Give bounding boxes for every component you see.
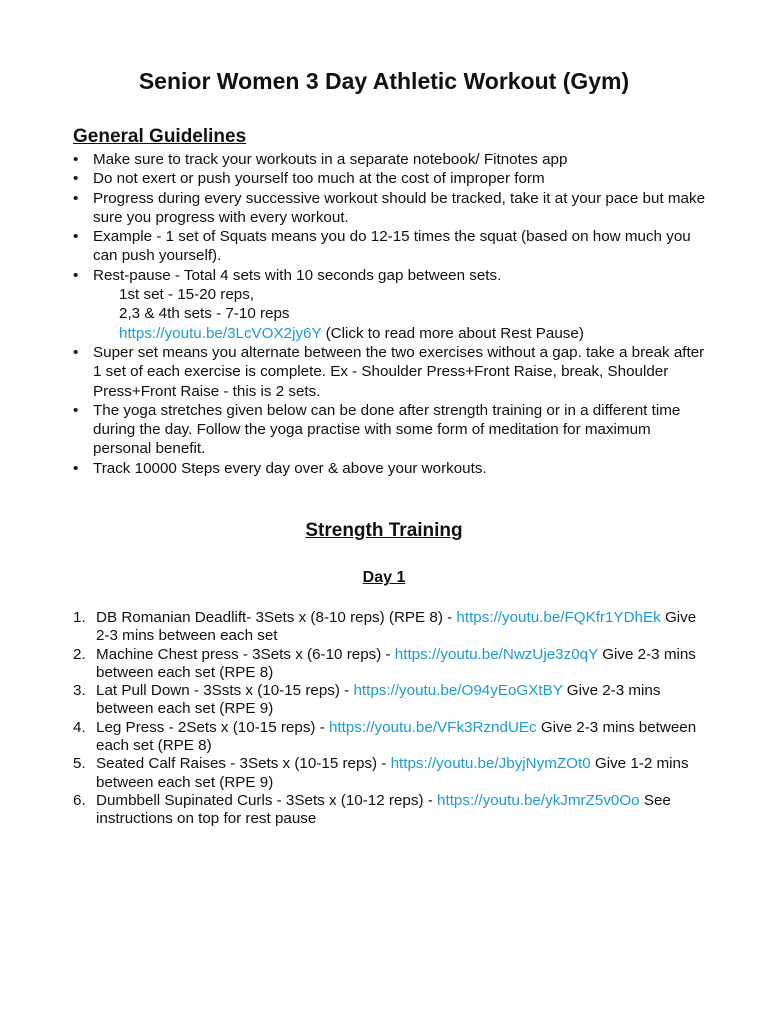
list-item	[73, 459, 713, 478]
exercise-item	[73, 646, 713, 683]
guideline-text: The yoga stretches given below can be done after strength training or in a different time during the day. Follow the yoga practise with some form of meditation for maximum personal benefit.	[93, 401, 681, 458]
exercise-description: Lat Pull Down - 3Ssts x (10-15 reps) -	[96, 682, 354, 700]
guidelines-list	[73, 150, 713, 478]
exercise-number: 4.	[73, 718, 86, 736]
exercise-rest-note: Give 2-3 mins between each set (RPE 8)	[96, 645, 696, 681]
guideline-text: Track 10000 Steps every day over & above your workouts.	[93, 459, 487, 477]
rest-pause-first-set: 1st set - 15-20 reps,	[119, 286, 255, 304]
exercise-description: Leg Press - 2Sets x (10-15 reps) -	[96, 718, 329, 736]
list-item	[73, 343, 713, 401]
exercise-video-link[interactable]: https://youtu.be/VFk3RzndUEc	[328, 718, 537, 736]
exercise-number: 1.	[73, 609, 86, 626]
list-item	[73, 189, 713, 228]
rest-pause-link-note: (Click to read more about Rest Pause)	[321, 324, 584, 342]
strength-training-heading: Strength Training	[305, 520, 463, 541]
exercise-video-link[interactable]: https://youtu.be/JbyjNymZOt0	[390, 755, 591, 773]
exercise-description: Dumbbell Supinated Curls - 3Sets x (10-12 reps) -	[96, 791, 438, 809]
exercise-item	[73, 609, 713, 646]
page-title: Senior Women 3 Day Athletic Workout (Gym)	[138, 68, 630, 94]
exercise-rest-note: Give 1-2 mins between each set (RPE 9)	[96, 755, 689, 791]
exercise-description: Machine Chest press - 3Sets x (6-10 reps) -	[96, 645, 395, 663]
exercise-video-link[interactable]: https://youtu.be/O94yEoGXtBY	[353, 682, 563, 700]
guideline-text: Progress during every successive workout should be tracked, take it at your pace but make sure you progress with every workout.	[93, 189, 706, 226]
exercise-number: 3.	[73, 682, 86, 700]
guideline-text: Rest-pause - Total 4 sets with 10 seconds gap between sets.	[93, 266, 502, 284]
exercise-rest-note: Give 2-3 mins between each set (RPE 9)	[96, 682, 661, 718]
exercise-number: 6.	[73, 791, 86, 809]
list-item	[73, 169, 713, 188]
exercise-rest-note: See instructions on top for rest pause	[96, 791, 671, 828]
exercise-video-link[interactable]: https://youtu.be/ykJmrZ5v0Oo	[437, 791, 640, 809]
rest-pause-link-line	[93, 324, 713, 343]
exercise-item	[73, 719, 713, 756]
exercise-list	[73, 609, 713, 829]
list-item	[73, 401, 713, 459]
guideline-text: Example - 1 set of Squats means you do 12-15 times the squat (based on how much you can push yourself).	[93, 228, 691, 265]
rest-pause-link[interactable]: https://youtu.be/3LcVOX2jy6Y	[119, 324, 322, 342]
rest-pause-other-sets: 2,3 & 4th sets - 7-10 reps	[119, 305, 290, 323]
exercise-rest-note: Give 2-3 mins between each set	[96, 609, 697, 645]
guidelines-heading: General Guidelines	[73, 126, 247, 147]
exercise-video-link[interactable]: https://youtu.be/NwzUje3z0qY	[394, 645, 598, 663]
exercise-item	[73, 682, 713, 719]
exercise-item	[73, 792, 713, 829]
exercise-item	[73, 755, 713, 792]
list-item	[73, 266, 713, 343]
exercise-video-link[interactable]: https://youtu.be/FQKfr1YDhEk	[456, 609, 661, 626]
list-item	[73, 227, 713, 266]
exercise-number: 2.	[73, 645, 86, 663]
exercise-rest-note: Give 2-3 mins between each set (RPE 8)	[96, 718, 697, 755]
guideline-text: Make sure to track your workouts in a separate notebook/ Fitnotes app	[93, 151, 568, 168]
guideline-text: Do not exert or push yourself too much at the cost of improper form	[93, 170, 545, 188]
list-item	[73, 150, 713, 169]
exercise-description: DB Romanian Deadlift- 3Sets x (8-10 reps) (RPE 8) -	[96, 609, 457, 626]
guideline-text: Super set means you alternate between the two exercises without a gap. take a break after 1 set of each exercise is complete. Ex - Shoulder Press+Front Raise, break, Shoulder Press+Front Raise - this is 2 sets.	[93, 343, 705, 400]
exercise-description: Seated Calf Raises - 3Sets x (10-15 reps) -	[96, 755, 391, 773]
day-1-heading: Day 1	[362, 569, 406, 586]
exercise-number: 5.	[73, 755, 86, 773]
